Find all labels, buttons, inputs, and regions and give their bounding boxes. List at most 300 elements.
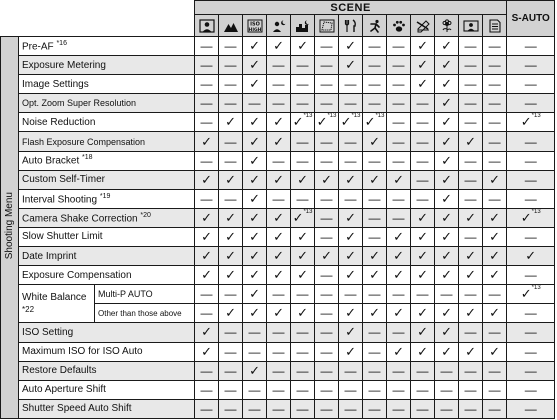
- check-cell: ✓: [435, 113, 459, 132]
- dash-cell: —: [387, 151, 411, 170]
- sauto-header: S-AUTO: [507, 1, 555, 37]
- check-cell: ✓: [243, 75, 267, 94]
- check-note-cell: ✓$^{*13}$: [339, 113, 363, 132]
- check-cell: ✓: [243, 208, 267, 227]
- dash-cell: —: [363, 151, 387, 170]
- dash-cell: —: [291, 75, 315, 94]
- cooking-icon: [343, 19, 359, 33]
- table-row: [1, 113, 555, 132]
- dash-cell: —: [195, 285, 219, 304]
- check-cell: ✓: [243, 170, 267, 189]
- dash-cell: —: [363, 189, 387, 208]
- check-cell: ✓: [435, 247, 459, 266]
- dash-cell: —: [411, 170, 435, 189]
- check-cell: ✓: [435, 189, 459, 208]
- dash-cell: —: [507, 342, 555, 361]
- dash-cell: —: [339, 94, 363, 113]
- check-cell: ✓: [339, 247, 363, 266]
- check-cell: ✓: [195, 247, 219, 266]
- dash-cell: —: [195, 361, 219, 380]
- check-cell: ✓: [411, 37, 435, 56]
- skew-correction-icon: [319, 19, 335, 33]
- table-row: [1, 380, 555, 399]
- dash-cell: —: [219, 94, 243, 113]
- check-cell: ✓: [243, 361, 267, 380]
- check-cell: ✓: [411, 56, 435, 75]
- night-scene-icon: [295, 19, 311, 33]
- side-label: Shooting Menu: [1, 37, 19, 419]
- dash-cell: —: [459, 151, 483, 170]
- check-note-cell: ✓$^{*13}$: [507, 113, 555, 132]
- dash-cell: —: [507, 170, 555, 189]
- dash-cell: —: [219, 285, 243, 304]
- row-label: Auto Bracket $^{*18}$: [19, 151, 195, 170]
- dash-cell: —: [243, 399, 267, 418]
- dash-cell: —: [315, 399, 339, 418]
- dash-cell: —: [291, 56, 315, 75]
- check-cell: ✓: [411, 342, 435, 361]
- scene-col-header: [219, 15, 243, 37]
- dash-cell: —: [339, 132, 363, 151]
- check-cell: ✓: [459, 342, 483, 361]
- dash-cell: —: [507, 94, 555, 113]
- check-cell: ✓: [411, 304, 435, 323]
- dash-cell: —: [483, 361, 507, 380]
- dash-cell: —: [459, 113, 483, 132]
- check-cell: ✓: [483, 208, 507, 227]
- dash-cell: —: [507, 266, 555, 285]
- dash-cell: —: [435, 399, 459, 418]
- dash-cell: —: [219, 151, 243, 170]
- check-note-cell: ✓$^{*13}$: [291, 208, 315, 227]
- check-cell: ✓: [459, 208, 483, 227]
- check-cell: ✓: [411, 208, 435, 227]
- dash-cell: —: [459, 37, 483, 56]
- dash-cell: —: [291, 132, 315, 151]
- check-cell: ✓: [243, 113, 267, 132]
- check-cell: ✓: [243, 227, 267, 246]
- check-cell: ✓: [411, 323, 435, 342]
- dash-cell: —: [483, 399, 507, 418]
- row-label: Opt. Zoom Super Resolution: [19, 94, 195, 113]
- dash-cell: —: [507, 37, 555, 56]
- check-cell: ✓: [435, 94, 459, 113]
- dash-cell: —: [483, 380, 507, 399]
- dash-cell: —: [459, 75, 483, 94]
- business-card-icon: [463, 19, 479, 33]
- dash-cell: —: [195, 399, 219, 418]
- white-balance-label: White Balance *22: [19, 285, 95, 323]
- check-cell: ✓: [387, 247, 411, 266]
- dash-cell: —: [195, 56, 219, 75]
- dash-cell: —: [387, 380, 411, 399]
- dash-cell: —: [315, 208, 339, 227]
- row-label: Interval Shooting $^{*19}$: [19, 189, 195, 208]
- dash-cell: —: [339, 380, 363, 399]
- check-cell: ✓: [339, 170, 363, 189]
- dash-cell: —: [459, 285, 483, 304]
- dash-cell: —: [507, 132, 555, 151]
- dash-cell: —: [267, 342, 291, 361]
- table-row: [1, 247, 555, 266]
- check-cell: ✓: [219, 247, 243, 266]
- dash-cell: —: [315, 266, 339, 285]
- table-row: [1, 170, 555, 189]
- table-row: [1, 227, 555, 246]
- scene-col-header: [411, 15, 435, 37]
- check-cell: ✓: [459, 266, 483, 285]
- dash-cell: —: [507, 56, 555, 75]
- dash-cell: —: [315, 227, 339, 246]
- dash-cell: —: [315, 285, 339, 304]
- check-cell: ✓: [363, 304, 387, 323]
- dash-cell: —: [459, 94, 483, 113]
- dash-cell: —: [387, 94, 411, 113]
- dash-cell: —: [267, 189, 291, 208]
- row-label: Auto Aperture Shift: [19, 380, 195, 399]
- dash-cell: —: [291, 361, 315, 380]
- dash-cell: —: [219, 380, 243, 399]
- row-label: Image Settings: [19, 75, 195, 94]
- dash-cell: —: [315, 304, 339, 323]
- night-portrait-icon: [271, 19, 287, 33]
- check-cell: ✓: [363, 266, 387, 285]
- check-cell: ✓: [483, 247, 507, 266]
- dash-cell: —: [315, 380, 339, 399]
- sports-icon: [367, 19, 383, 33]
- dash-cell: —: [507, 151, 555, 170]
- table-row: [1, 399, 555, 418]
- check-cell: ✓: [243, 247, 267, 266]
- table-row: [1, 189, 555, 208]
- dash-cell: —: [459, 56, 483, 75]
- check-cell: ✓: [459, 304, 483, 323]
- dash-cell: —: [459, 323, 483, 342]
- check-cell: ✓: [435, 75, 459, 94]
- dash-cell: —: [219, 37, 243, 56]
- check-cell: ✓: [387, 304, 411, 323]
- dash-cell: —: [411, 189, 435, 208]
- row-label: Date Imprint: [19, 247, 195, 266]
- table-row: [1, 94, 555, 113]
- table-row: [1, 342, 555, 361]
- dash-cell: —: [411, 399, 435, 418]
- check-cell: ✓: [339, 304, 363, 323]
- check-cell: ✓: [243, 37, 267, 56]
- dash-cell: —: [411, 132, 435, 151]
- scene-col-header: [483, 15, 507, 37]
- check-cell: ✓: [507, 247, 555, 266]
- flower-icon: [439, 19, 455, 33]
- dash-cell: —: [243, 94, 267, 113]
- check-cell: ✓: [219, 304, 243, 323]
- document-icon: [487, 19, 503, 33]
- dash-cell: —: [483, 151, 507, 170]
- dash-cell: —: [339, 285, 363, 304]
- check-cell: ✓: [339, 208, 363, 227]
- check-cell: ✓: [195, 170, 219, 189]
- dash-cell: —: [195, 304, 219, 323]
- check-cell: ✓: [339, 342, 363, 361]
- row-label: ISO Setting: [19, 323, 195, 342]
- check-cell: ✓: [243, 132, 267, 151]
- dash-cell: —: [267, 285, 291, 304]
- check-cell: ✓: [267, 37, 291, 56]
- check-cell: ✓: [291, 170, 315, 189]
- row-label: Exposure Compensation: [19, 266, 195, 285]
- check-cell: ✓: [435, 208, 459, 227]
- dash-cell: —: [483, 285, 507, 304]
- check-cell: ✓: [291, 266, 315, 285]
- check-cell: ✓: [195, 342, 219, 361]
- dash-cell: —: [219, 399, 243, 418]
- table-row: [1, 361, 555, 380]
- dash-cell: —: [363, 94, 387, 113]
- row-label: Restore Defaults: [19, 361, 195, 380]
- dash-cell: —: [507, 75, 555, 94]
- dash-cell: —: [291, 323, 315, 342]
- check-cell: ✓: [435, 56, 459, 75]
- dash-cell: —: [339, 75, 363, 94]
- check-cell: ✓: [435, 323, 459, 342]
- check-cell: ✓: [435, 37, 459, 56]
- dash-cell: —: [483, 94, 507, 113]
- dash-cell: —: [195, 151, 219, 170]
- check-cell: ✓: [459, 132, 483, 151]
- dash-cell: —: [267, 399, 291, 418]
- check-cell: ✓: [435, 304, 459, 323]
- dash-cell: —: [291, 151, 315, 170]
- check-cell: ✓: [291, 247, 315, 266]
- dash-cell: —: [219, 342, 243, 361]
- scene-col-header: [243, 15, 267, 37]
- dash-cell: —: [339, 399, 363, 418]
- check-cell: ✓: [363, 132, 387, 151]
- check-cell: ✓: [243, 151, 267, 170]
- dash-cell: —: [219, 75, 243, 94]
- dash-cell: —: [435, 285, 459, 304]
- table-row: [1, 75, 555, 94]
- check-cell: ✓: [195, 132, 219, 151]
- landscape-icon: [223, 19, 239, 33]
- scene-col-header: [387, 15, 411, 37]
- check-cell: ✓: [339, 266, 363, 285]
- scene-col-header: [459, 15, 483, 37]
- dash-cell: —: [483, 113, 507, 132]
- check-cell: ✓: [387, 227, 411, 246]
- check-cell: ✓: [459, 247, 483, 266]
- check-cell: ✓: [339, 37, 363, 56]
- dash-cell: —: [291, 342, 315, 361]
- check-cell: ✓: [195, 323, 219, 342]
- pet-icon: [391, 19, 407, 33]
- dash-cell: —: [195, 37, 219, 56]
- dash-cell: —: [243, 323, 267, 342]
- check-cell: ✓: [339, 227, 363, 246]
- dash-cell: —: [363, 56, 387, 75]
- dash-cell: —: [219, 323, 243, 342]
- dash-cell: —: [219, 189, 243, 208]
- dash-cell: —: [339, 189, 363, 208]
- dash-cell: —: [387, 56, 411, 75]
- check-cell: ✓: [411, 247, 435, 266]
- check-cell: ✓: [291, 227, 315, 246]
- dash-cell: —: [315, 151, 339, 170]
- dash-cell: —: [315, 189, 339, 208]
- check-cell: ✓: [339, 323, 363, 342]
- check-cell: ✓: [363, 170, 387, 189]
- check-cell: ✓: [219, 208, 243, 227]
- dash-cell: —: [363, 37, 387, 56]
- check-cell: ✓: [243, 56, 267, 75]
- dash-cell: —: [291, 399, 315, 418]
- text-icon: [415, 19, 431, 33]
- check-cell: ✓: [315, 170, 339, 189]
- header-blank: [1, 1, 195, 37]
- dash-cell: —: [411, 285, 435, 304]
- check-cell: ✓: [243, 285, 267, 304]
- table-row: [1, 285, 555, 304]
- dash-cell: —: [387, 285, 411, 304]
- dash-cell: —: [315, 361, 339, 380]
- dash-cell: —: [363, 399, 387, 418]
- check-cell: ✓: [291, 37, 315, 56]
- dash-cell: —: [411, 380, 435, 399]
- check-note-cell: ✓$^{*13}$: [507, 285, 555, 304]
- dash-cell: —: [459, 189, 483, 208]
- dash-cell: —: [315, 342, 339, 361]
- check-cell: ✓: [195, 227, 219, 246]
- dash-cell: —: [387, 399, 411, 418]
- check-cell: ✓: [387, 266, 411, 285]
- dash-cell: —: [411, 113, 435, 132]
- check-cell: ✓: [219, 227, 243, 246]
- svg-text:ISO: ISO: [249, 21, 260, 27]
- check-cell: ✓: [483, 304, 507, 323]
- dash-cell: —: [195, 94, 219, 113]
- svg-text:HIGH: HIGH: [248, 27, 261, 33]
- check-cell: ✓: [267, 227, 291, 246]
- check-cell: ✓: [267, 170, 291, 189]
- row-label: Exposure Metering: [19, 56, 195, 75]
- table-body: [1, 37, 555, 419]
- dash-cell: —: [315, 323, 339, 342]
- dash-cell: —: [291, 285, 315, 304]
- dash-cell: —: [363, 227, 387, 246]
- check-cell: ✓: [243, 304, 267, 323]
- check-cell: ✓: [483, 227, 507, 246]
- row-label: Slow Shutter Limit: [19, 227, 195, 246]
- dash-cell: —: [459, 170, 483, 189]
- check-cell: ✓: [267, 208, 291, 227]
- dash-cell: —: [459, 380, 483, 399]
- dash-cell: —: [195, 189, 219, 208]
- check-cell: ✓: [435, 342, 459, 361]
- dash-cell: —: [363, 361, 387, 380]
- check-cell: ✓: [267, 113, 291, 132]
- dash-cell: —: [363, 342, 387, 361]
- row-label: Noise Reduction: [19, 113, 195, 132]
- table-row: [1, 56, 555, 75]
- dash-cell: —: [267, 323, 291, 342]
- check-cell: ✓: [363, 247, 387, 266]
- dash-cell: —: [243, 380, 267, 399]
- dash-cell: —: [267, 361, 291, 380]
- dash-cell: —: [291, 189, 315, 208]
- check-cell: ✓: [411, 266, 435, 285]
- dash-cell: —: [267, 151, 291, 170]
- check-cell: ✓: [435, 151, 459, 170]
- check-cell: ✓: [267, 247, 291, 266]
- dash-cell: —: [339, 361, 363, 380]
- dash-cell: —: [483, 75, 507, 94]
- dash-cell: —: [459, 361, 483, 380]
- dash-cell: —: [507, 399, 555, 418]
- dash-cell: —: [315, 132, 339, 151]
- row-label: Camera Shake Correction $^{*20}$: [19, 208, 195, 227]
- dash-cell: —: [507, 323, 555, 342]
- dash-cell: —: [435, 380, 459, 399]
- dash-cell: —: [315, 37, 339, 56]
- dash-cell: —: [507, 189, 555, 208]
- check-cell: ✓: [483, 170, 507, 189]
- dash-cell: —: [363, 323, 387, 342]
- row-label: Shutter Speed Auto Shift: [19, 399, 195, 418]
- dash-cell: —: [387, 361, 411, 380]
- dash-cell: —: [435, 361, 459, 380]
- dash-cell: —: [315, 56, 339, 75]
- dash-cell: —: [387, 132, 411, 151]
- dash-cell: —: [315, 75, 339, 94]
- scene-col-header: [315, 15, 339, 37]
- check-note-cell: ✓$^{*13}$: [291, 113, 315, 132]
- high-sensitivity-icon: [247, 19, 263, 33]
- scene-col-header: [363, 15, 387, 37]
- row-label: Flash Exposure Compensation: [19, 132, 195, 151]
- table-row: [1, 208, 555, 227]
- check-cell: ✓: [219, 113, 243, 132]
- dash-cell: —: [219, 132, 243, 151]
- dash-cell: —: [219, 56, 243, 75]
- check-note-cell: ✓$^{*13}$: [315, 113, 339, 132]
- row-label: Custom Self-Timer: [19, 170, 195, 189]
- check-cell: ✓: [483, 266, 507, 285]
- dash-cell: —: [387, 113, 411, 132]
- check-cell: ✓: [219, 170, 243, 189]
- dash-cell: —: [387, 323, 411, 342]
- dash-cell: —: [483, 132, 507, 151]
- dash-cell: —: [195, 380, 219, 399]
- dash-cell: —: [411, 151, 435, 170]
- check-cell: ✓: [435, 227, 459, 246]
- dash-cell: —: [267, 94, 291, 113]
- check-cell: ✓: [387, 170, 411, 189]
- dash-cell: —: [387, 37, 411, 56]
- table-row: [1, 323, 555, 342]
- dash-cell: —: [459, 399, 483, 418]
- dash-cell: —: [267, 75, 291, 94]
- check-cell: ✓: [243, 266, 267, 285]
- check-note-cell: ✓$^{*13}$: [507, 208, 555, 227]
- check-cell: ✓: [267, 304, 291, 323]
- dash-cell: —: [507, 361, 555, 380]
- dash-cell: —: [243, 342, 267, 361]
- check-cell: ✓: [195, 266, 219, 285]
- dash-cell: —: [507, 227, 555, 246]
- check-cell: ✓: [267, 132, 291, 151]
- dash-cell: —: [483, 37, 507, 56]
- dash-cell: —: [411, 361, 435, 380]
